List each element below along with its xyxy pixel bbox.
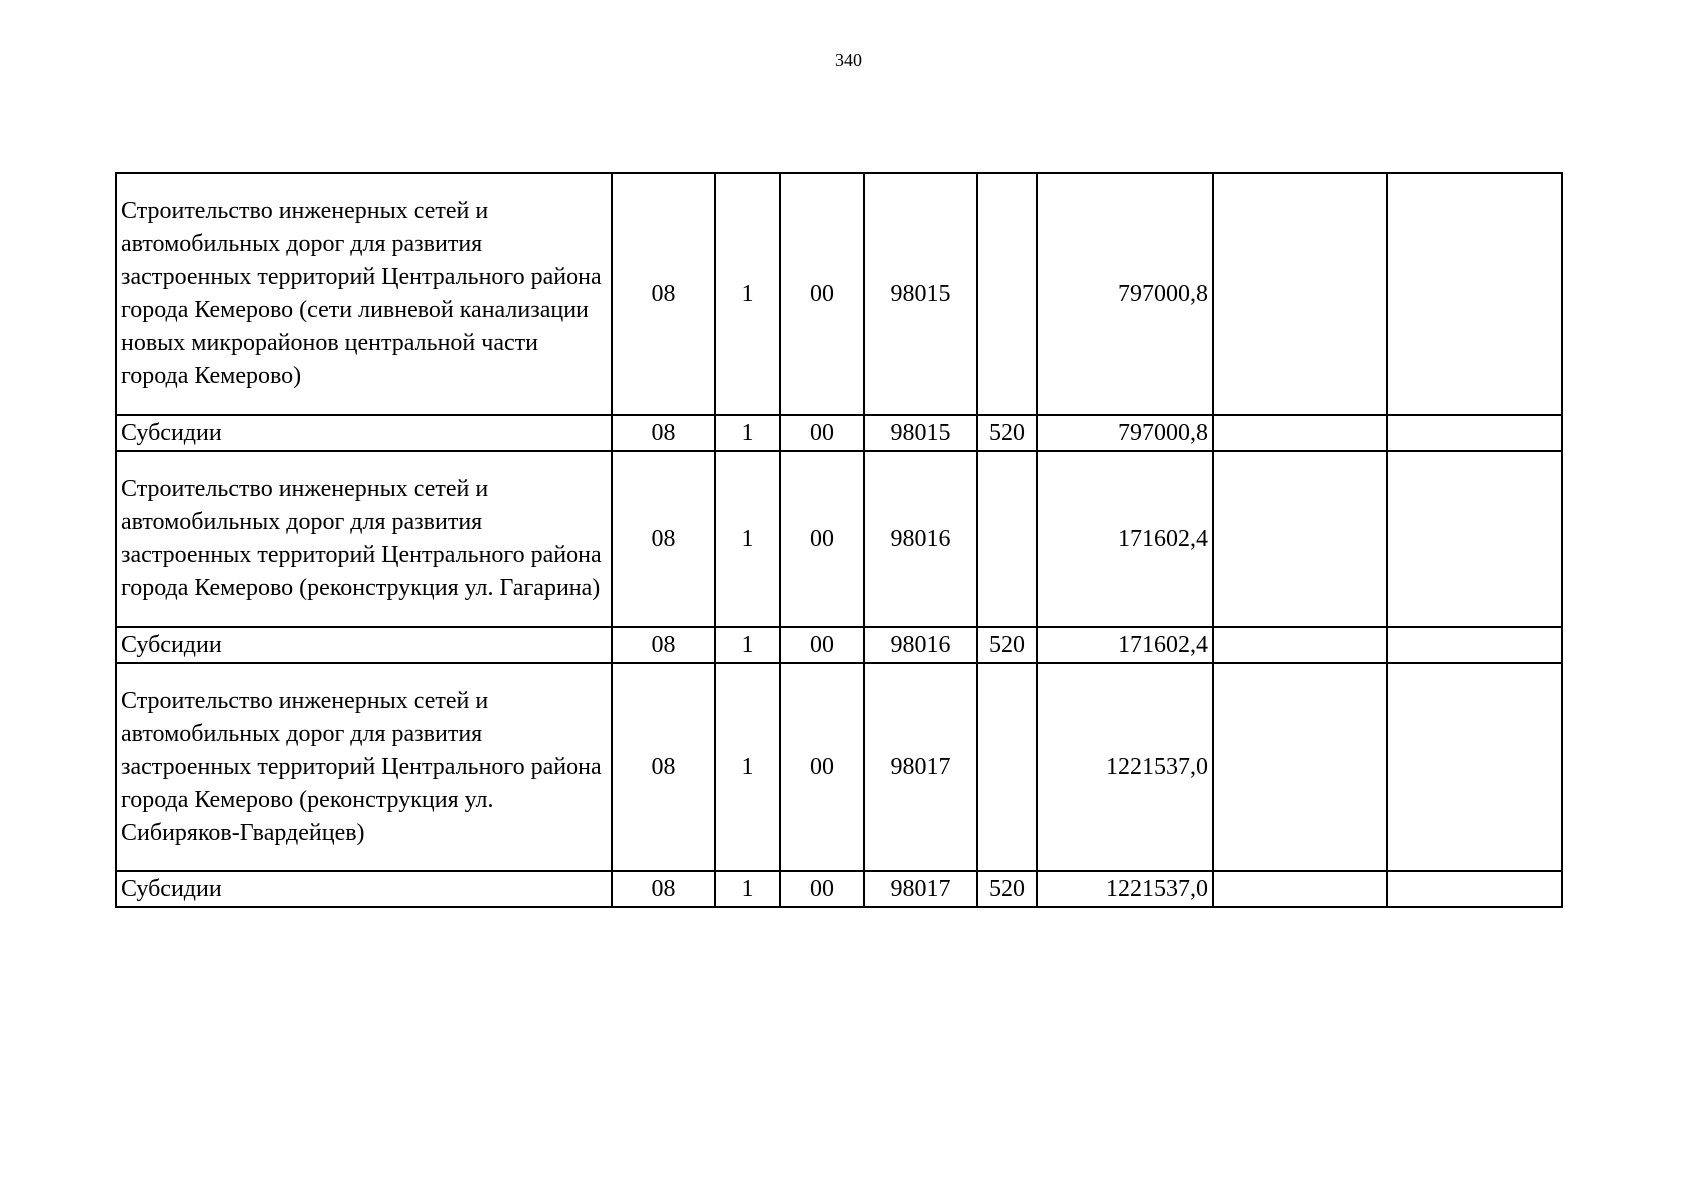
target-code-cell: 98016 (864, 451, 977, 627)
subprogram-cell: 00 (780, 451, 864, 627)
amount-cell: 171602,4 (1037, 451, 1213, 627)
empty-cell (1387, 627, 1562, 663)
empty-cell (1387, 663, 1562, 871)
amount-cell: 797000,8 (1037, 415, 1213, 451)
target-code-cell: 98017 (864, 663, 977, 871)
section-cell: 08 (612, 663, 715, 871)
row-name-cell: Строительство инженерных сетей и автомобильных дорог для развития застроенных территорий Центрального района города Кемерово (сети ливневой канализации новых микрорайонов центральной части города Кемерово) (116, 173, 612, 415)
page-number: 340 (835, 50, 862, 70)
target-code-cell: 98015 (864, 415, 977, 451)
expense-type-cell: 520 (977, 871, 1037, 907)
expense-type-cell (977, 451, 1037, 627)
empty-cell (1387, 871, 1562, 907)
program-cell: 1 (715, 871, 780, 907)
program-cell: 1 (715, 663, 780, 871)
expense-type-cell: 520 (977, 627, 1037, 663)
empty-cell (1213, 451, 1387, 627)
program-cell: 1 (715, 415, 780, 451)
section-cell: 08 (612, 451, 715, 627)
table-row (116, 451, 1562, 627)
section-cell: 08 (612, 627, 715, 663)
empty-cell (1387, 451, 1562, 627)
amount-cell: 171602,4 (1037, 627, 1213, 663)
table-row (116, 871, 1562, 907)
subprogram-cell: 00 (780, 663, 864, 871)
budget-table (115, 172, 1563, 908)
empty-cell (1387, 415, 1562, 451)
expense-type-cell (977, 173, 1037, 415)
empty-cell (1213, 871, 1387, 907)
table-row (116, 415, 1562, 451)
subprogram-cell: 00 (780, 415, 864, 451)
empty-cell (1213, 663, 1387, 871)
empty-cell (1213, 173, 1387, 415)
amount-cell: 1221537,0 (1037, 871, 1213, 907)
target-code-cell: 98015 (864, 173, 977, 415)
subprogram-cell: 00 (780, 871, 864, 907)
expense-type-cell (977, 663, 1037, 871)
row-name-cell: Субсидии (116, 415, 612, 451)
empty-cell (1213, 415, 1387, 451)
program-cell: 1 (715, 451, 780, 627)
subprogram-cell: 00 (780, 173, 864, 415)
row-name-cell: Субсидии (116, 871, 612, 907)
empty-cell (1213, 627, 1387, 663)
amount-cell: 797000,8 (1037, 173, 1213, 415)
target-code-cell: 98017 (864, 871, 977, 907)
amount-cell: 1221537,0 (1037, 663, 1213, 871)
section-cell: 08 (612, 173, 715, 415)
target-code-cell: 98016 (864, 627, 977, 663)
row-name-cell: Строительство инженерных сетей и автомобильных дорог для развития застроенных территорий Центрального района города Кемерово (реконструкция ул. Гагарина) (116, 451, 612, 627)
section-cell: 08 (612, 415, 715, 451)
expense-type-cell: 520 (977, 415, 1037, 451)
section-cell: 08 (612, 871, 715, 907)
program-cell: 1 (715, 627, 780, 663)
row-name-cell: Субсидии (116, 627, 612, 663)
table-row (116, 627, 1562, 663)
row-name-cell: Строительство инженерных сетей и автомобильных дорог для развития застроенных территорий Центрального района города Кемерово (реконструкция ул. Сибиряков-Гвардейцев) (116, 663, 612, 871)
table-row (116, 663, 1562, 871)
program-cell: 1 (715, 173, 780, 415)
subprogram-cell: 00 (780, 627, 864, 663)
empty-cell (1387, 173, 1562, 415)
table-row (116, 173, 1562, 415)
